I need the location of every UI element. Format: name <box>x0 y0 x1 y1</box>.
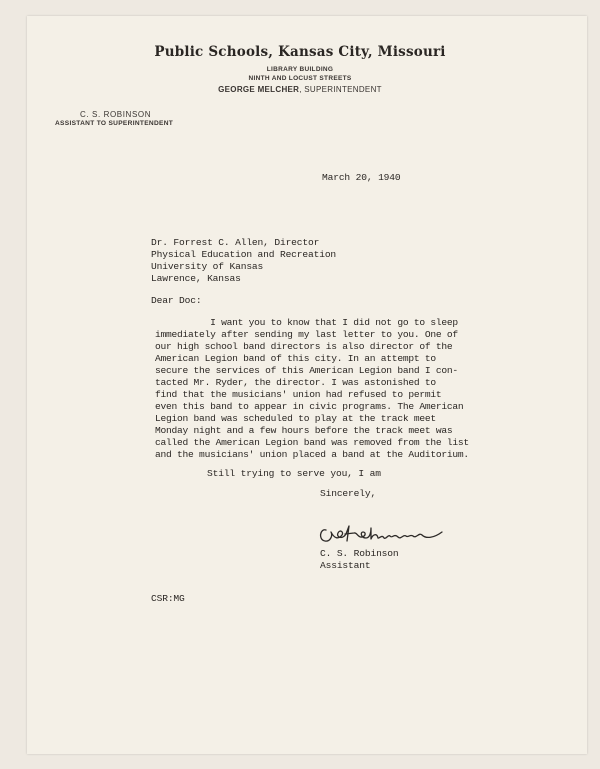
assistant-name: C. S. ROBINSON <box>80 110 152 119</box>
recipient-line-1: Dr. Forrest C. Allen, Director <box>151 237 320 248</box>
signer-name: C. S. Robinson <box>320 548 399 559</box>
body-line-10: Monday night and a few hours before the track meet was <box>155 425 453 436</box>
body-line-1: I want you to know that I did not go to sleep <box>155 317 458 328</box>
body-line-3: our high school band directors is also director of the <box>155 341 453 352</box>
closing-sincerely: Sincerely, <box>320 488 377 499</box>
body-line-12: and the musicians' union placed a band at the Auditorium. <box>155 449 469 460</box>
body-line-7: find that the musicians' union had refused to permit <box>155 389 442 400</box>
typist-initials: CSR:MG <box>151 593 185 604</box>
letterhead-address-line-1: LIBRARY BUILDING <box>266 66 334 73</box>
superintendent-name: GEORGE MELCHER <box>218 85 300 94</box>
letterhead-superintendent <box>0 85 600 94</box>
body-line-2: immediately after sending my last letter to you. One of <box>155 329 458 340</box>
superintendent-title: , SUPERINTENDENT <box>299 85 382 94</box>
body-line-9: Legion band was scheduled to play at the track meet <box>155 413 436 424</box>
body-line-4: American Legion band of this city. In an attempt to <box>155 353 436 364</box>
letterhead-address-line-2: NINTH AND LOCUST STREETS <box>248 75 352 82</box>
handwritten-signature <box>316 520 446 548</box>
salutation: Dear Doc: <box>151 295 202 306</box>
recipient-line-3: University of Kansas <box>151 261 264 272</box>
recipient-line-4: Lawrence, Kansas <box>151 273 241 284</box>
signer-title: Assistant <box>320 560 371 571</box>
recipient-line-2: Physical Education and Recreation <box>151 249 337 260</box>
body-line-8: even this band to appear in civic programs. The American <box>155 401 464 412</box>
closing-line: Still trying to serve you, I am <box>207 468 381 479</box>
letter-date: March 20, 1940 <box>322 172 401 183</box>
body-line-11: called the American Legion band was removed from the list <box>155 437 469 448</box>
letterhead-title: Public Schools, Kansas City, Missouri <box>154 44 446 60</box>
body-line-6: tacted Mr. Ryder, the director. I was astonished to <box>155 377 436 388</box>
body-line-5: secure the services of this American Legion band I con- <box>155 365 458 376</box>
assistant-title: ASSISTANT TO SUPERINTENDENT <box>55 120 174 127</box>
